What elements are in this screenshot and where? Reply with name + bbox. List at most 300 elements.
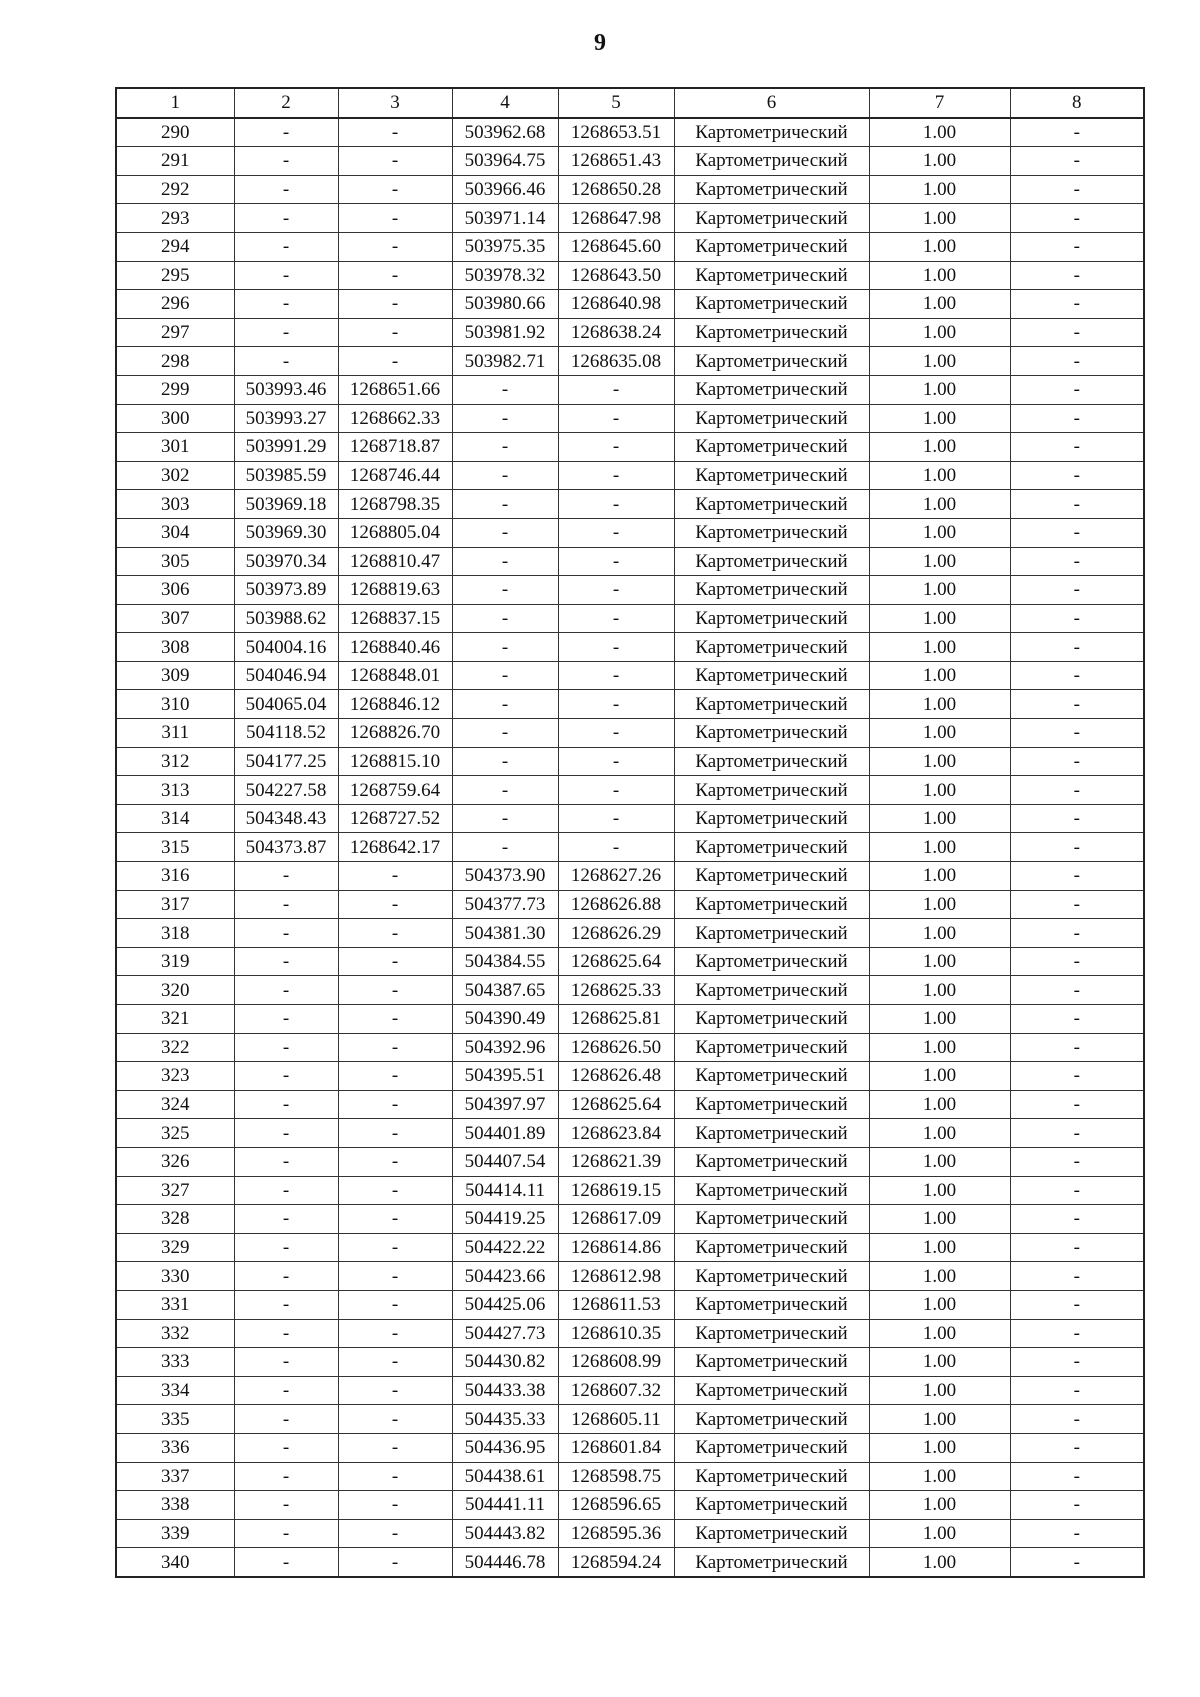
old-x-cell: -: [234, 1262, 338, 1291]
point-number-cell: 309: [116, 661, 234, 690]
old-y-cell: 1268819.63: [338, 576, 452, 605]
method-cell: Картометрический: [674, 147, 869, 176]
method-cell: Картометрический: [674, 690, 869, 719]
method-cell: Картометрический: [674, 1290, 869, 1319]
method-cell: Картометрический: [674, 1090, 869, 1119]
old-y-cell: 1268727.52: [338, 804, 452, 833]
table-row: [116, 147, 1144, 176]
new-x-cell: -: [452, 433, 558, 462]
method-cell: Картометрический: [674, 747, 869, 776]
new-y-cell: -: [558, 633, 674, 662]
old-y-cell: -: [338, 919, 452, 948]
new-x-cell: -: [452, 375, 558, 404]
method-cell: Картометрический: [674, 947, 869, 976]
accuracy-cell: 1.00: [869, 1433, 1010, 1462]
accuracy-cell: 1.00: [869, 661, 1010, 690]
new-y-cell: 1268627.26: [558, 862, 674, 891]
description-cell: -: [1010, 1090, 1144, 1119]
method-cell: Картометрический: [674, 1119, 869, 1148]
accuracy-cell: 1.00: [869, 1090, 1010, 1119]
old-y-cell: -: [338, 1376, 452, 1405]
new-x-cell: 503964.75: [452, 147, 558, 176]
old-y-cell: 1268798.35: [338, 490, 452, 519]
new-y-cell: -: [558, 547, 674, 576]
accuracy-cell: 1.00: [869, 690, 1010, 719]
description-cell: -: [1010, 604, 1144, 633]
coordinates-table: [115, 87, 1145, 1578]
old-x-cell: 503993.46: [234, 375, 338, 404]
table-row: [116, 375, 1144, 404]
old-y-cell: -: [338, 1519, 452, 1548]
new-y-cell: -: [558, 804, 674, 833]
table-row: [116, 1319, 1144, 1348]
description-cell: -: [1010, 1033, 1144, 1062]
point-number-cell: 306: [116, 576, 234, 605]
new-y-cell: -: [558, 518, 674, 547]
method-cell: Картометрический: [674, 1205, 869, 1234]
method-cell: Картометрический: [674, 118, 869, 147]
old-y-cell: -: [338, 1262, 452, 1291]
new-x-cell: 504384.55: [452, 947, 558, 976]
table-row: [116, 719, 1144, 748]
new-y-cell: 1268594.24: [558, 1548, 674, 1577]
old-x-cell: -: [234, 1462, 338, 1491]
old-x-cell: -: [234, 890, 338, 919]
accuracy-cell: 1.00: [869, 1176, 1010, 1205]
old-y-cell: 1268642.17: [338, 833, 452, 862]
table-row: [116, 633, 1144, 662]
old-x-cell: -: [234, 1319, 338, 1348]
accuracy-cell: 1.00: [869, 1290, 1010, 1319]
table-row: [116, 1205, 1144, 1234]
old-y-cell: -: [338, 1233, 452, 1262]
point-number-cell: 314: [116, 804, 234, 833]
point-number-cell: 294: [116, 232, 234, 261]
accuracy-cell: 1.00: [869, 719, 1010, 748]
old-y-cell: -: [338, 1290, 452, 1319]
table-row: [116, 661, 1144, 690]
new-y-cell: 1268650.28: [558, 175, 674, 204]
old-x-cell: -: [234, 147, 338, 176]
new-x-cell: -: [452, 547, 558, 576]
table-row: [116, 175, 1144, 204]
new-y-cell: -: [558, 433, 674, 462]
description-cell: -: [1010, 261, 1144, 290]
description-cell: -: [1010, 1233, 1144, 1262]
method-cell: Картометрический: [674, 1319, 869, 1348]
description-cell: -: [1010, 804, 1144, 833]
new-x-cell: 504373.90: [452, 862, 558, 891]
method-cell: Картометрический: [674, 1262, 869, 1291]
old-y-cell: 1268846.12: [338, 690, 452, 719]
table-row: [116, 404, 1144, 433]
table-row: [116, 862, 1144, 891]
description-cell: -: [1010, 862, 1144, 891]
old-x-cell: -: [234, 1491, 338, 1520]
accuracy-cell: 1.00: [869, 375, 1010, 404]
accuracy-cell: 1.00: [869, 1205, 1010, 1234]
old-x-cell: 504065.04: [234, 690, 338, 719]
accuracy-cell: 1.00: [869, 976, 1010, 1005]
method-cell: Картометрический: [674, 576, 869, 605]
method-cell: Картометрический: [674, 261, 869, 290]
point-number-cell: 338: [116, 1491, 234, 1520]
old-x-cell: 504227.58: [234, 776, 338, 805]
old-y-cell: -: [338, 261, 452, 290]
old-x-cell: -: [234, 1176, 338, 1205]
old-y-cell: -: [338, 204, 452, 233]
header-row: [116, 88, 1144, 118]
description-cell: -: [1010, 1205, 1144, 1234]
new-y-cell: 1268626.29: [558, 919, 674, 948]
table-row: [116, 1548, 1144, 1577]
table-row: [116, 318, 1144, 347]
point-number-cell: 321: [116, 1005, 234, 1034]
method-cell: Картометрический: [674, 833, 869, 862]
description-cell: -: [1010, 1462, 1144, 1491]
accuracy-cell: 1.00: [869, 490, 1010, 519]
description-cell: -: [1010, 1548, 1144, 1577]
new-y-cell: 1268614.86: [558, 1233, 674, 1262]
method-cell: Картометрический: [674, 318, 869, 347]
old-x-cell: 503969.30: [234, 518, 338, 547]
old-x-cell: -: [234, 1147, 338, 1176]
old-y-cell: -: [338, 1005, 452, 1034]
new-x-cell: -: [452, 604, 558, 633]
table-row: [116, 433, 1144, 462]
method-cell: Картометрический: [674, 976, 869, 1005]
description-cell: -: [1010, 232, 1144, 261]
table-row: [116, 1176, 1144, 1205]
point-number-cell: 332: [116, 1319, 234, 1348]
accuracy-cell: 1.00: [869, 118, 1010, 147]
accuracy-cell: 1.00: [869, 776, 1010, 805]
description-cell: -: [1010, 1062, 1144, 1091]
new-y-cell: 1268626.48: [558, 1062, 674, 1091]
old-y-cell: 1268651.66: [338, 375, 452, 404]
old-y-cell: -: [338, 290, 452, 319]
new-y-cell: -: [558, 690, 674, 719]
description-cell: -: [1010, 318, 1144, 347]
point-number-cell: 325: [116, 1119, 234, 1148]
table-row: [116, 547, 1144, 576]
description-cell: -: [1010, 404, 1144, 433]
method-cell: Картометрический: [674, 719, 869, 748]
new-x-cell: 503980.66: [452, 290, 558, 319]
new-x-cell: 504423.66: [452, 1262, 558, 1291]
accuracy-cell: 1.00: [869, 1233, 1010, 1262]
new-y-cell: -: [558, 461, 674, 490]
description-cell: -: [1010, 947, 1144, 976]
point-number-cell: 302: [116, 461, 234, 490]
point-number-cell: 323: [116, 1062, 234, 1091]
new-y-cell: -: [558, 661, 674, 690]
point-number-cell: 301: [116, 433, 234, 462]
old-y-cell: 1268840.46: [338, 633, 452, 662]
method-cell: Картометрический: [674, 1462, 869, 1491]
point-number-cell: 317: [116, 890, 234, 919]
table-row: [116, 261, 1144, 290]
old-x-cell: -: [234, 318, 338, 347]
old-y-cell: 1268837.15: [338, 604, 452, 633]
description-cell: -: [1010, 290, 1144, 319]
accuracy-cell: 1.00: [869, 1462, 1010, 1491]
method-cell: Картометрический: [674, 518, 869, 547]
new-y-cell: -: [558, 747, 674, 776]
new-y-cell: -: [558, 604, 674, 633]
description-cell: -: [1010, 490, 1144, 519]
method-cell: Картометрический: [674, 1062, 869, 1091]
old-x-cell: 504046.94: [234, 661, 338, 690]
old-y-cell: -: [338, 232, 452, 261]
method-cell: Картометрический: [674, 1147, 869, 1176]
point-number-cell: 330: [116, 1262, 234, 1291]
old-y-cell: 1268759.64: [338, 776, 452, 805]
new-x-cell: 503978.32: [452, 261, 558, 290]
description-cell: -: [1010, 719, 1144, 748]
description-cell: -: [1010, 1262, 1144, 1291]
old-x-cell: 503969.18: [234, 490, 338, 519]
method-cell: Картометрический: [674, 232, 869, 261]
table-row: [116, 1433, 1144, 1462]
new-x-cell: 503971.14: [452, 204, 558, 233]
new-y-cell: 1268626.88: [558, 890, 674, 919]
method-cell: Картометрический: [674, 1348, 869, 1377]
old-y-cell: -: [338, 976, 452, 1005]
old-y-cell: -: [338, 175, 452, 204]
old-y-cell: -: [338, 1433, 452, 1462]
new-x-cell: -: [452, 776, 558, 805]
accuracy-cell: 1.00: [869, 404, 1010, 433]
table-row: [116, 461, 1144, 490]
method-cell: Картометрический: [674, 804, 869, 833]
point-number-cell: 295: [116, 261, 234, 290]
old-x-cell: -: [234, 1405, 338, 1434]
method-cell: Картометрический: [674, 204, 869, 233]
point-number-cell: 292: [116, 175, 234, 204]
table-row: [116, 747, 1144, 776]
accuracy-cell: 1.00: [869, 232, 1010, 261]
point-number-cell: 307: [116, 604, 234, 633]
old-x-cell: -: [234, 1348, 338, 1377]
old-x-cell: 503991.29: [234, 433, 338, 462]
old-x-cell: -: [234, 947, 338, 976]
old-x-cell: -: [234, 976, 338, 1005]
point-number-cell: 313: [116, 776, 234, 805]
new-x-cell: -: [452, 804, 558, 833]
new-x-cell: 504390.49: [452, 1005, 558, 1034]
method-cell: Картометрический: [674, 1033, 869, 1062]
new-x-cell: 504377.73: [452, 890, 558, 919]
method-cell: Картометрический: [674, 404, 869, 433]
table-row: [116, 1119, 1144, 1148]
old-y-cell: 1268805.04: [338, 518, 452, 547]
old-y-cell: -: [338, 1176, 452, 1205]
old-x-cell: 503970.34: [234, 547, 338, 576]
table-row: [116, 118, 1144, 147]
method-cell: Картометрический: [674, 375, 869, 404]
old-y-cell: -: [338, 118, 452, 147]
description-cell: -: [1010, 890, 1144, 919]
new-x-cell: 504407.54: [452, 1147, 558, 1176]
point-number-cell: 315: [116, 833, 234, 862]
new-y-cell: 1268612.98: [558, 1262, 674, 1291]
old-y-cell: -: [338, 1405, 452, 1434]
new-y-cell: -: [558, 833, 674, 862]
old-y-cell: 1268815.10: [338, 747, 452, 776]
new-x-cell: 503975.35: [452, 232, 558, 261]
new-x-cell: 504422.22: [452, 1233, 558, 1262]
method-cell: Картометрический: [674, 862, 869, 891]
new-x-cell: 504446.78: [452, 1548, 558, 1577]
accuracy-cell: 1.00: [869, 1548, 1010, 1577]
point-number-cell: 340: [116, 1548, 234, 1577]
accuracy-cell: 1.00: [869, 1119, 1010, 1148]
point-number-cell: 304: [116, 518, 234, 547]
table-row: [116, 347, 1144, 376]
point-number-cell: 331: [116, 1290, 234, 1319]
old-y-cell: -: [338, 1147, 452, 1176]
old-y-cell: -: [338, 1319, 452, 1348]
method-cell: Картометрический: [674, 661, 869, 690]
accuracy-cell: 1.00: [869, 1319, 1010, 1348]
description-cell: -: [1010, 1147, 1144, 1176]
old-x-cell: -: [234, 1005, 338, 1034]
old-x-cell: -: [234, 175, 338, 204]
point-number-cell: 297: [116, 318, 234, 347]
description-cell: -: [1010, 1005, 1144, 1034]
new-y-cell: 1268605.11: [558, 1405, 674, 1434]
new-y-cell: 1268596.65: [558, 1491, 674, 1520]
table-row: [116, 1147, 1144, 1176]
description-cell: -: [1010, 976, 1144, 1005]
old-x-cell: -: [234, 862, 338, 891]
table-row: [116, 1262, 1144, 1291]
table-row: [116, 1348, 1144, 1377]
column-header: 7: [869, 88, 1010, 118]
old-y-cell: 1268848.01: [338, 661, 452, 690]
accuracy-cell: 1.00: [869, 862, 1010, 891]
new-x-cell: 503982.71: [452, 347, 558, 376]
old-x-cell: -: [234, 1548, 338, 1577]
table-row: [116, 804, 1144, 833]
description-cell: -: [1010, 690, 1144, 719]
table-row: [116, 776, 1144, 805]
description-cell: -: [1010, 661, 1144, 690]
accuracy-cell: 1.00: [869, 261, 1010, 290]
table-row: [116, 976, 1144, 1005]
new-y-cell: -: [558, 719, 674, 748]
old-x-cell: -: [234, 204, 338, 233]
accuracy-cell: 1.00: [869, 890, 1010, 919]
description-cell: -: [1010, 1348, 1144, 1377]
old-y-cell: -: [338, 1090, 452, 1119]
old-y-cell: -: [338, 947, 452, 976]
method-cell: Картометрический: [674, 1405, 869, 1434]
old-x-cell: -: [234, 1433, 338, 1462]
new-y-cell: 1268611.53: [558, 1290, 674, 1319]
new-y-cell: 1268608.99: [558, 1348, 674, 1377]
table-row: [116, 1033, 1144, 1062]
point-number-cell: 335: [116, 1405, 234, 1434]
description-cell: -: [1010, 576, 1144, 605]
old-y-cell: -: [338, 862, 452, 891]
old-x-cell: 504348.43: [234, 804, 338, 833]
description-cell: -: [1010, 1119, 1144, 1148]
method-cell: Картометрический: [674, 1005, 869, 1034]
old-x-cell: -: [234, 1090, 338, 1119]
description-cell: -: [1010, 919, 1144, 948]
accuracy-cell: 1.00: [869, 833, 1010, 862]
old-y-cell: 1268746.44: [338, 461, 452, 490]
new-y-cell: 1268607.32: [558, 1376, 674, 1405]
point-number-cell: 296: [116, 290, 234, 319]
new-x-cell: -: [452, 518, 558, 547]
method-cell: Картометрический: [674, 175, 869, 204]
point-number-cell: 337: [116, 1462, 234, 1491]
description-cell: -: [1010, 1376, 1144, 1405]
point-number-cell: 299: [116, 375, 234, 404]
description-cell: -: [1010, 747, 1144, 776]
method-cell: Картометрический: [674, 547, 869, 576]
point-number-cell: 298: [116, 347, 234, 376]
new-y-cell: 1268626.50: [558, 1033, 674, 1062]
old-y-cell: -: [338, 1491, 452, 1520]
new-y-cell: 1268625.81: [558, 1005, 674, 1034]
point-number-cell: 300: [116, 404, 234, 433]
old-x-cell: -: [234, 1290, 338, 1319]
method-cell: Картометрический: [674, 776, 869, 805]
accuracy-cell: 1.00: [869, 318, 1010, 347]
method-cell: Картометрический: [674, 633, 869, 662]
description-cell: -: [1010, 776, 1144, 805]
table-row: [116, 290, 1144, 319]
old-x-cell: -: [234, 1376, 338, 1405]
old-x-cell: -: [234, 1233, 338, 1262]
old-x-cell: -: [234, 1119, 338, 1148]
accuracy-cell: 1.00: [869, 175, 1010, 204]
table-row: [116, 1405, 1144, 1434]
method-cell: Картометрический: [674, 1176, 869, 1205]
new-y-cell: 1268617.09: [558, 1205, 674, 1234]
old-y-cell: 1268718.87: [338, 433, 452, 462]
method-cell: Картометрический: [674, 433, 869, 462]
table-row: [116, 690, 1144, 719]
old-x-cell: 503985.59: [234, 461, 338, 490]
old-y-cell: -: [338, 1062, 452, 1091]
method-cell: Картометрический: [674, 290, 869, 319]
new-x-cell: 504419.25: [452, 1205, 558, 1234]
method-cell: Картометрический: [674, 604, 869, 633]
point-number-cell: 324: [116, 1090, 234, 1119]
accuracy-cell: 1.00: [869, 347, 1010, 376]
new-x-cell: 503981.92: [452, 318, 558, 347]
new-y-cell: 1268640.98: [558, 290, 674, 319]
new-y-cell: 1268595.36: [558, 1519, 674, 1548]
old-y-cell: -: [338, 318, 452, 347]
method-cell: Картометрический: [674, 1376, 869, 1405]
table-row: [116, 604, 1144, 633]
method-cell: Картометрический: [674, 347, 869, 376]
accuracy-cell: 1.00: [869, 1519, 1010, 1548]
new-x-cell: 504401.89: [452, 1119, 558, 1148]
new-y-cell: 1268653.51: [558, 118, 674, 147]
description-cell: -: [1010, 347, 1144, 376]
old-x-cell: -: [234, 1519, 338, 1548]
old-y-cell: -: [338, 1462, 452, 1491]
old-y-cell: 1268662.33: [338, 404, 452, 433]
point-number-cell: 316: [116, 862, 234, 891]
